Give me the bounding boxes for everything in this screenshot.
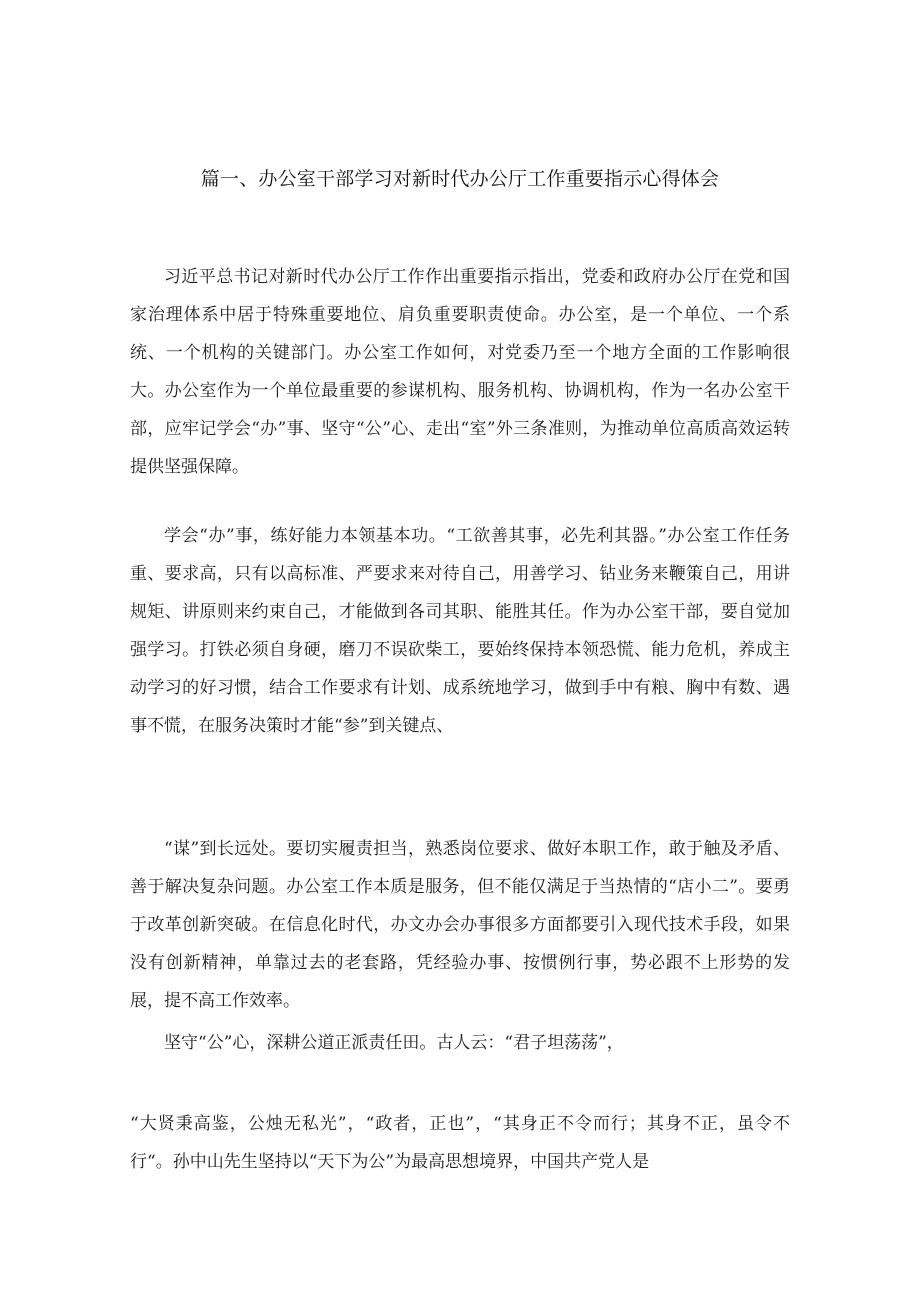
paragraph-learn-to-handle: 学会“办”事，练好能力本领基本功。“工欲善其事，必先利其器。”办公室工作任务重、要求高，只有以高标准、严要求来对待自己，用善学习、钻业务来鞭策自己，用讲规矩、讲原则来约束自己，才能做到各司其职、能胜其任。作为办公室干部，要自觉加强学习。打铁必须自身硬，磨刀不误砍柴工，要始终保持本领恐慌、能力危机，养成主动学习的好习惯，结合工作要求有计划、成系统地学习，做到手中有粮、胸中有数、遇事不慌，在服务决策时才能“参”到关键点、 [130,526,790,736]
document-title: 篇一、办公室干部学习对新时代办公厅工作重要指示心得体会 [200,168,720,190]
paragraph-keep-public-heart: 坚守“公”心，深耕公道正派责任田。古人云：“君子坦荡荡”， [164,1033,624,1053]
paragraph-intro: 习近平总书记对新时代办公厅工作作出重要指示指出，党委和政府办公厅在党和国家治理体系中居于特殊重要地位、肩负重要职责使命。办公室，是一个单位、一个系统、一个机构的关键部门。办公室工作如何，对党委乃至一个地方全面的工作影响很大。办公室作为一个单位最重要的参谋机构、服务机构、协调机构，作为一名办公室干部，应牢记学会“办”事、坚守“公”心、走出“室”外三条准则，为推动单位高质高效运转提供坚强保障。 [130,267,790,477]
paragraph-plan-long-term: “谋”到长远处。要切实履责担当，熟悉岗位要求、做好本职工作，敢于触及矛盾、善于解决复杂问题。办公室工作本质是服务，但不能仅满足于当热情的“店小二”。要勇于改革创新突破。在信息化时代，办文办会办事很多方面都要引入现代技术手段，如果没有创新精神，单靠过去的老套路，凭经验办事、按惯例行事，势必跟不上形势的发展，提不高工作效率。 [130,839,790,1011]
paragraph-quotes: “大贤秉高鉴，公烛无私光”，“政者，正也”，“其身正不令而行；其身不正，虽令不行“。孙中山先生坚持以“天下为公”为最高思想境界，中国共产党人是 [130,1114,790,1172]
